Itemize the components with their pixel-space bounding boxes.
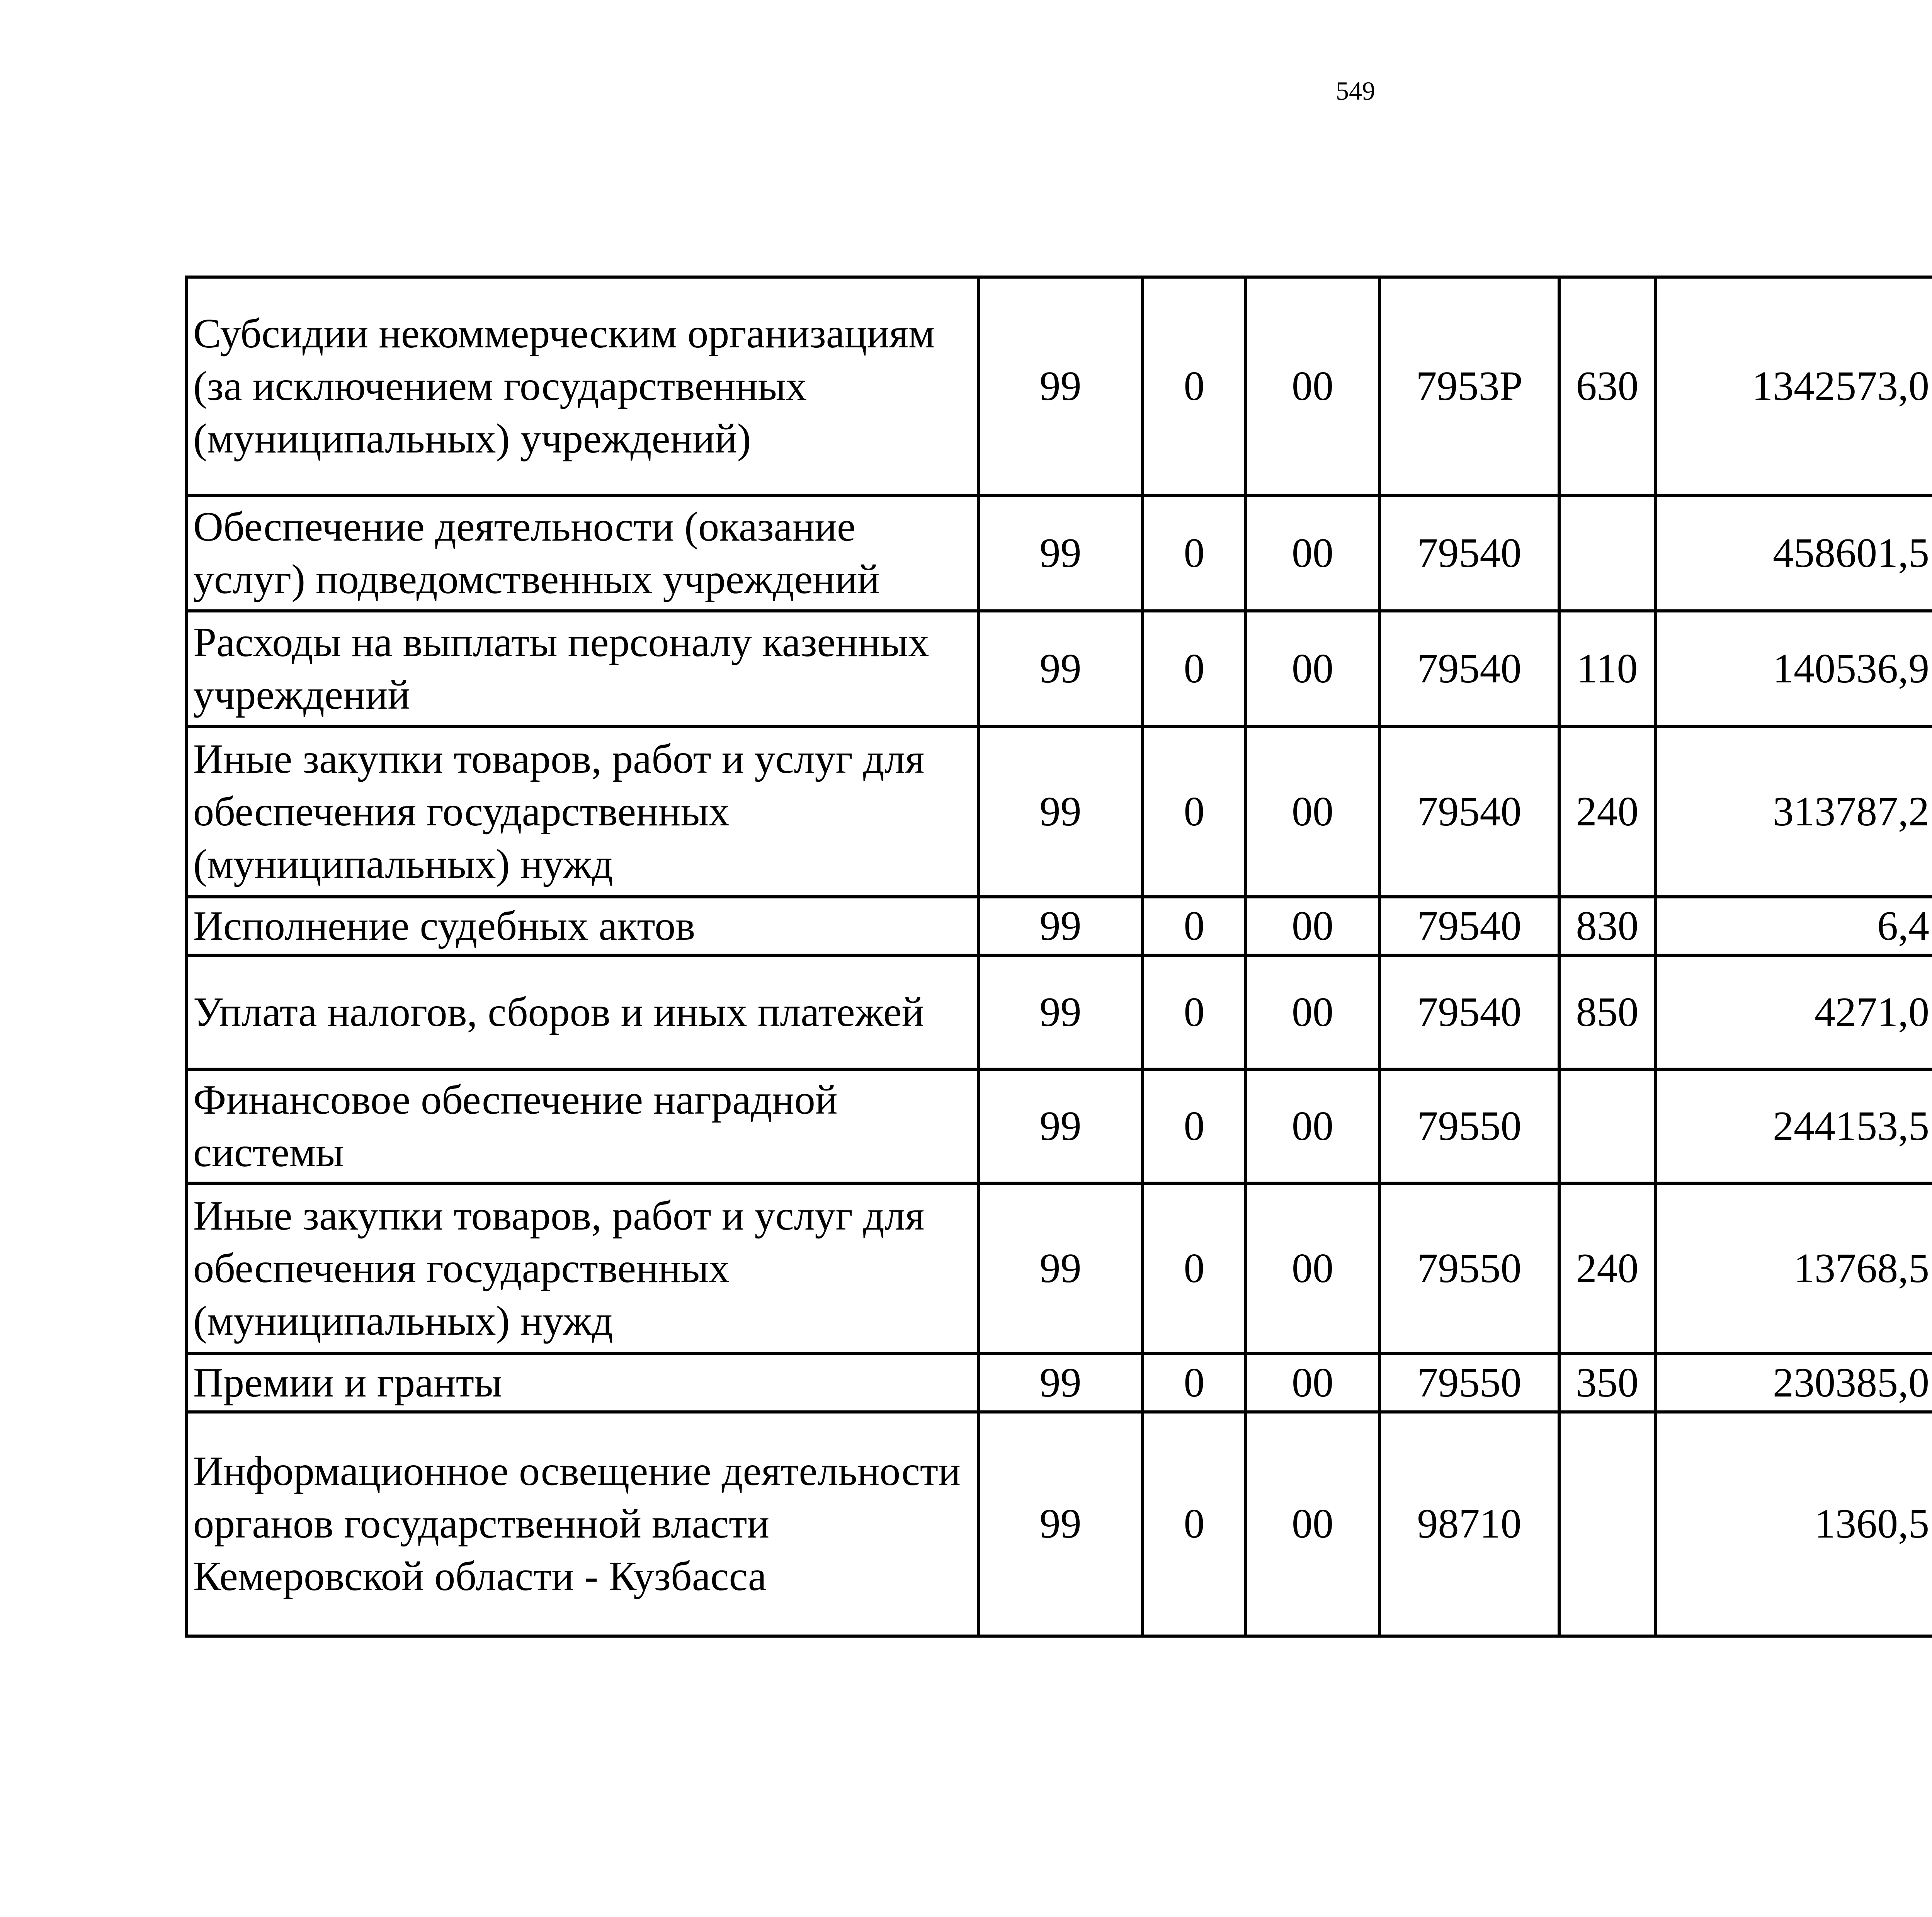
- section-code-cell: 99: [978, 611, 1143, 726]
- subsection-code-cell: 0: [1143, 1183, 1246, 1354]
- subsection-code-cell: 0: [1143, 726, 1246, 897]
- subsection-code-cell: 0: [1143, 1412, 1246, 1636]
- table-row: [186, 1069, 1932, 1183]
- table-row: [186, 726, 1932, 897]
- expense-name-cell: Информационное освещение деятельности органов государственной власти Кемеровской области - Кузбасса: [186, 1412, 978, 1636]
- section-code-cell: 99: [978, 897, 1143, 955]
- table-row: [186, 611, 1932, 726]
- amount-cell-1: 1360,5: [1655, 1412, 1932, 1636]
- section-code-cell: 99: [978, 1183, 1143, 1354]
- expense-name-cell: Иные закупки товаров, работ и услуг для обеспечения государственных (муниципальных) нужд: [186, 1183, 978, 1354]
- expense-type-cell: 240: [1559, 1183, 1655, 1354]
- section-code-cell: 99: [978, 955, 1143, 1069]
- expense-type-cell: 630: [1559, 277, 1655, 495]
- section-code-cell: 99: [978, 1412, 1143, 1636]
- direction-code-cell: 79540: [1379, 897, 1559, 955]
- program-code-cell: 00: [1246, 955, 1379, 1069]
- direction-code-cell: 79540: [1379, 495, 1559, 611]
- expense-name-cell: Премии и гранты: [186, 1354, 978, 1412]
- program-code-cell: 00: [1246, 611, 1379, 726]
- direction-code-cell: 79540: [1379, 955, 1559, 1069]
- expense-type-cell: 110: [1559, 611, 1655, 726]
- table-row: [186, 955, 1932, 1069]
- page-number: 549: [1336, 76, 1375, 105]
- expense-type-cell: [1559, 1412, 1655, 1636]
- subsection-code-cell: 0: [1143, 1354, 1246, 1412]
- subsection-code-cell: 0: [1143, 611, 1246, 726]
- amount-cell-1: 230385,0: [1655, 1354, 1932, 1412]
- program-code-cell: 00: [1246, 1183, 1379, 1354]
- subsection-code-cell: 0: [1143, 277, 1246, 495]
- direction-code-cell: 79540: [1379, 726, 1559, 897]
- table-row: [186, 277, 1932, 495]
- expense-name-cell: Обеспечение деятельности (оказание услуг) подведомственных учреждений: [186, 495, 978, 611]
- amount-cell-1: 13768,5: [1655, 1183, 1932, 1354]
- expense-name-cell: Исполнение судебных актов: [186, 897, 978, 955]
- section-code-cell: 99: [978, 277, 1143, 495]
- program-code-cell: 00: [1246, 1069, 1379, 1183]
- amount-cell-1: 1342573,0: [1655, 277, 1932, 495]
- program-code-cell: 00: [1246, 897, 1379, 955]
- subsection-code-cell: 0: [1143, 897, 1246, 955]
- amount-cell-1: 4271,0: [1655, 955, 1932, 1069]
- expense-type-cell: 830: [1559, 897, 1655, 955]
- direction-code-cell: 7953Р: [1379, 277, 1559, 495]
- amount-cell-1: 6,4: [1655, 897, 1932, 955]
- section-code-cell: 99: [978, 495, 1143, 611]
- section-code-cell: 99: [978, 726, 1143, 897]
- table-row: [186, 897, 1932, 955]
- amount-cell-1: 140536,9: [1655, 611, 1932, 726]
- direction-code-cell: 79550: [1379, 1183, 1559, 1354]
- expense-name-cell: Иные закупки товаров, работ и услуг для обеспечения государственных (муниципальных) нужд: [186, 726, 978, 897]
- subsection-code-cell: 0: [1143, 955, 1246, 1069]
- expense-type-cell: [1559, 495, 1655, 611]
- direction-code-cell: 98710: [1379, 1412, 1559, 1636]
- expense-name-cell: Расходы на выплаты персоналу казенных учреждений: [186, 611, 978, 726]
- table-row: [186, 1412, 1932, 1636]
- expense-type-cell: 350: [1559, 1354, 1655, 1412]
- subsection-code-cell: 0: [1143, 495, 1246, 611]
- table-row: [186, 495, 1932, 611]
- program-code-cell: 00: [1246, 1354, 1379, 1412]
- program-code-cell: 00: [1246, 1412, 1379, 1636]
- table-row: [186, 1354, 1932, 1412]
- expense-type-cell: [1559, 1069, 1655, 1183]
- amount-cell-1: 244153,5: [1655, 1069, 1932, 1183]
- expense-name-cell: Уплата налогов, сборов и иных платежей: [186, 955, 978, 1069]
- program-code-cell: 00: [1246, 277, 1379, 495]
- subsection-code-cell: 0: [1143, 1069, 1246, 1183]
- section-code-cell: 99: [978, 1354, 1143, 1412]
- table-row: [186, 1183, 1932, 1354]
- section-code-cell: 99: [978, 1069, 1143, 1183]
- expense-type-cell: 850: [1559, 955, 1655, 1069]
- amount-cell-1: 313787,2: [1655, 726, 1932, 897]
- direction-code-cell: 79550: [1379, 1354, 1559, 1412]
- expense-name-cell: Финансовое обеспечение наградной системы: [186, 1069, 978, 1183]
- direction-code-cell: 79540: [1379, 611, 1559, 726]
- program-code-cell: 00: [1246, 495, 1379, 611]
- budget-table: [185, 276, 1932, 1638]
- expense-name-cell: Субсидии некоммерческим организациям (за исключением государственных (муниципальных) учреждений): [186, 277, 978, 495]
- program-code-cell: 00: [1246, 726, 1379, 897]
- amount-cell-1: 458601,5: [1655, 495, 1932, 611]
- direction-code-cell: 79550: [1379, 1069, 1559, 1183]
- expense-type-cell: 240: [1559, 726, 1655, 897]
